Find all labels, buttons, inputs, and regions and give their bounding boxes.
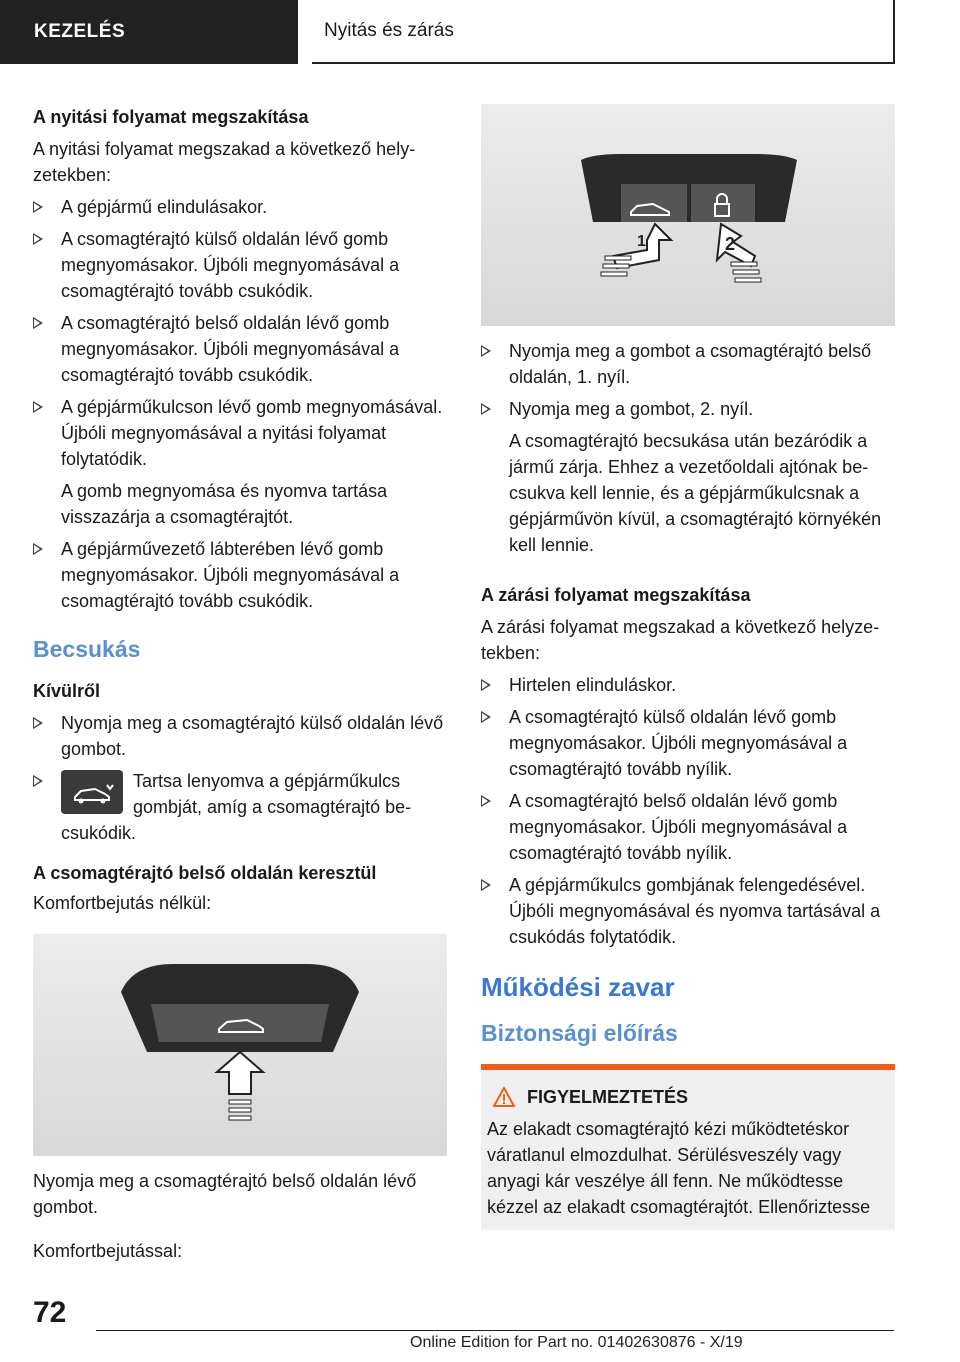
- arrow-label-1: 1: [637, 233, 646, 250]
- bullet-triangle-icon: [33, 543, 43, 555]
- bullet-triangle-icon: [33, 401, 43, 413]
- bullet-triangle-icon: [481, 679, 491, 691]
- footer-edition: Online Edition for Part no. 01402630876 - X/19: [410, 1334, 743, 1351]
- arrow-label-2: 2: [725, 234, 736, 254]
- list-item: A csomagtérajtó külső oldalán lévő gomb megnyomásakor. Újbóli megnyomásával a csomagtérajtó tovább csukódik.: [33, 226, 447, 304]
- warning-triangle-icon: [493, 1087, 515, 1107]
- tailgate-two-buttons-photo: [481, 104, 895, 326]
- warning-title: FIGYELMEZTETÉS: [487, 1084, 887, 1110]
- heading-interrupt-close: A zárási folyamat megszakítása: [481, 585, 751, 605]
- list-item: Tartsa lenyomva a gépjárműkulcs gombját, amíg a csomagtérajtó becsukódik.: [33, 768, 447, 846]
- photo-caption: Nyomja meg a csomagtérajtó belső oldalán lévő gombot.: [33, 1171, 417, 1217]
- bullet-triangle-icon: [33, 317, 43, 329]
- paragraph-comfort: Komfortbejutással:: [33, 1241, 183, 1261]
- heading-interrupt-open: A nyitási folyamat megszakítása: [33, 107, 309, 127]
- list-item: A gépjárműkulcson lévő gomb megnyomásával. Újbóli megnyomásával a nyitási folyamat folytatódik.: [33, 394, 447, 472]
- section-tab: [0, 0, 298, 64]
- bullet-triangle-icon: [33, 775, 43, 787]
- heading-safety: Biztonsági előírás: [481, 1020, 678, 1046]
- chapter-header: [312, 0, 895, 64]
- paragraph-interrupt-open: A nyitási folyamat megszakad a következő helyzetekben:: [33, 139, 416, 185]
- bullet-triangle-icon: [481, 711, 491, 723]
- list-item: A csomagtérajtó belső oldalán lévő gomb megnyomásakor. Újbóli megnyomásával a csomagtérajtó tovább csukódik.: [33, 310, 447, 388]
- list-subtext: A csomagtérajtó becsukása után bezáródik a jármű zárja. Ehhez a vezetőoldali ajtónak becsukva kell lennie, és a gépjárműkulcsnak a gépjárművön kívül, a csomagtérajtó környékén kell lennie.: [509, 431, 882, 555]
- footer-divider: [96, 1330, 894, 1331]
- list-item: Nyomja meg a gombot, 2. nyíl.: [481, 396, 895, 422]
- warning-text: Az elakadt csomagtérajtó kézi működtetéskor váratlanul elmozdulhat. Sérülésveszély vagy anyagi kár veszélye áll fenn. Ne működtesse kézzel az elakadt csomagtérajtót. Ellenőriztesse: [487, 1119, 871, 1217]
- list-item: A gépjárművezető lábterében lévő gomb megnyomásakor. Újbóli megnyomásával a csomagtérajtó tovább csukódik.: [33, 536, 447, 614]
- heading-close: Becsukás: [33, 636, 141, 662]
- bullet-triangle-icon: [481, 795, 491, 807]
- warning-box: [481, 1064, 895, 1230]
- page-number: 72: [33, 1296, 67, 1329]
- right-column: [481, 104, 895, 1230]
- bullet-triangle-icon: [33, 233, 43, 245]
- tailgate-button-photo: [33, 934, 447, 1156]
- list-item: Nyomja meg a csomagtérajtó külső oldalán lévő gombot.: [33, 710, 447, 762]
- list-item: A csomagtérajtó belső oldalán lévő gomb megnyomásakor. Újbóli megnyomásával a csomagtérajtó tovább nyílik.: [481, 788, 895, 866]
- tailgate-key-button-icon: [61, 770, 123, 814]
- bullet-triangle-icon: [33, 717, 43, 729]
- bullet-triangle-icon: [33, 201, 43, 213]
- left-column: [33, 100, 447, 1264]
- list-item: Hirtelen elinduláskor.: [481, 672, 895, 698]
- list-item: A gépjárműkulcs gombjának felengedésével. Újbóli megnyomásával és nyomva tartásával a csukódás folytatódik.: [481, 872, 895, 950]
- paragraph-no-comfort: Komfortbejutás nélkül:: [33, 893, 212, 913]
- list-item: Nyomja meg a gombot a csomagtérajtó belső oldalán, 1. nyíl.: [481, 338, 895, 390]
- heading-inside: A csomagtérajtó belső oldalán keresztül: [33, 863, 377, 883]
- bullet-triangle-icon: [481, 879, 491, 891]
- list-subtext: A gomb megnyomása és nyomva tartása visszazárja a csomagtérajtót.: [61, 481, 388, 527]
- heading-outside: Kívülről: [33, 681, 101, 701]
- paragraph-interrupt-close: A zárási folyamat megszakad a következő helyzetekben:: [481, 617, 880, 663]
- heading-fault: Működési zavar: [481, 972, 675, 1002]
- section-title: KEZELÉS: [34, 21, 126, 42]
- list-item: A gépjármű elindulásakor.: [33, 194, 447, 220]
- list-item: A csomagtérajtó külső oldalán lévő gomb megnyomásakor. Újbóli megnyomásával a csomagtérajtó tovább nyílik.: [481, 704, 895, 782]
- bullet-triangle-icon: [481, 403, 491, 415]
- chapter-title: Nyitás és zárás: [324, 20, 454, 41]
- bullet-triangle-icon: [481, 345, 491, 357]
